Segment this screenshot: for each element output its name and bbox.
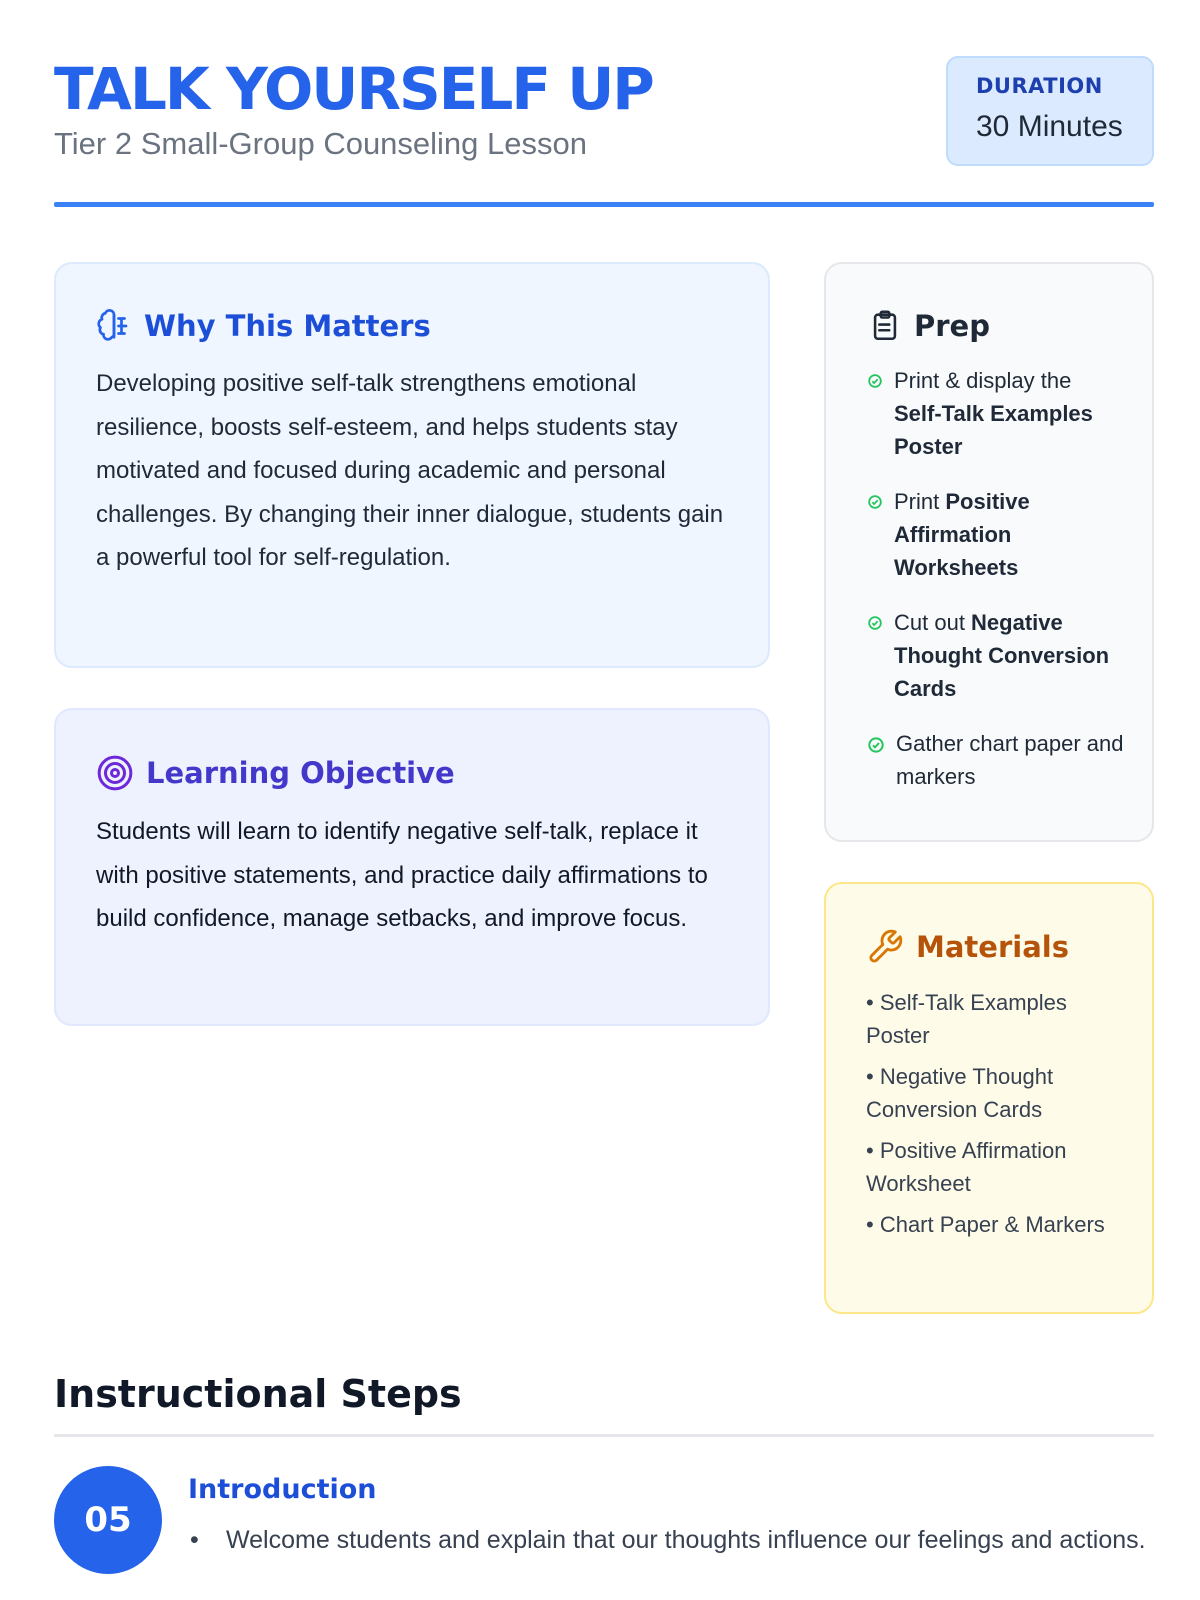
objective-heading-text: Learning Objective xyxy=(146,756,455,790)
check-circle-icon xyxy=(868,374,882,388)
prep-item xyxy=(868,727,1124,793)
learning-objective-card xyxy=(54,708,770,1026)
materials-item: • Chart Paper & Markers xyxy=(866,1212,1105,1237)
prep-item xyxy=(868,606,1124,705)
prep-item-bold: Negative Thought Conversion Cards xyxy=(894,610,1110,701)
check-circle-icon xyxy=(868,616,882,630)
wrench-icon xyxy=(866,928,904,966)
why-this-matters-card xyxy=(54,262,770,668)
brain-icon xyxy=(96,308,132,344)
clipboard-list-icon xyxy=(868,308,902,344)
why-heading-text: Why This Matters xyxy=(144,309,431,343)
prep-item-text: Print & display the xyxy=(894,368,1072,393)
target-icon xyxy=(96,754,134,792)
materials-heading-text: Materials xyxy=(916,930,1069,964)
objective-heading xyxy=(96,754,728,792)
header-divider xyxy=(54,202,1154,207)
materials-item: • Positive Affirmation Worksheet xyxy=(866,1138,1067,1196)
check-circle-icon xyxy=(868,495,882,509)
step-title: Introduction xyxy=(188,1474,377,1505)
duration-label: DURATION xyxy=(976,74,1103,98)
instructional-steps-heading: Instructional Steps xyxy=(54,1372,462,1416)
step-bullets xyxy=(190,1520,1150,1560)
materials-list xyxy=(866,986,1124,1241)
prep-item xyxy=(868,485,1124,584)
step-bullet xyxy=(190,1520,1150,1560)
prep-item-text: Gather chart paper and markers xyxy=(896,731,1124,789)
page-subtitle: Tier 2 Small-Group Counseling Lesson xyxy=(54,126,587,161)
objective-body: Students will learn to identify negative self-talk, replace it with positive statements, and practice daily affirmations to build confidence, manage setbacks, and improve focus. xyxy=(96,818,708,932)
duration-badge xyxy=(946,56,1154,166)
why-body: Developing positive self-talk strengthens emotional resilience, boosts self-esteem, and helps students stay motivated and focused during academic and personal challenges. By changing their inner dialogue, students gain a powerful tool for self-regulation. xyxy=(96,370,724,571)
prep-heading-text: Prep xyxy=(914,309,990,343)
prep-item-text: Print xyxy=(894,489,946,514)
materials-item: • Self-Talk Examples Poster xyxy=(866,990,1067,1048)
check-circle-icon xyxy=(868,737,884,753)
materials-item: • Negative Thought Conversion Cards xyxy=(866,1064,1054,1122)
prep-item-bold: Positive Affirmation Worksheets xyxy=(894,489,1030,580)
prep-item-bold: Self-Talk Examples Poster xyxy=(894,401,1093,459)
materials-card xyxy=(824,882,1154,1314)
steps-divider xyxy=(54,1434,1154,1437)
prep-card xyxy=(824,262,1154,842)
prep-list xyxy=(868,364,1124,793)
page-title: TALK YOURSELF UP xyxy=(54,55,653,123)
prep-heading xyxy=(868,308,1124,344)
materials-heading xyxy=(866,928,1124,966)
step-bullet-text: • Welcome students and explain that our thoughts influence our feelings and actions. xyxy=(226,1526,1146,1554)
prep-item xyxy=(868,364,1124,463)
step-number-badge: 05 xyxy=(54,1466,162,1574)
duration-value: 30 Minutes xyxy=(976,110,1123,143)
prep-item-text: Cut out xyxy=(894,610,972,635)
lesson-header xyxy=(54,56,1154,206)
why-heading xyxy=(96,308,728,344)
